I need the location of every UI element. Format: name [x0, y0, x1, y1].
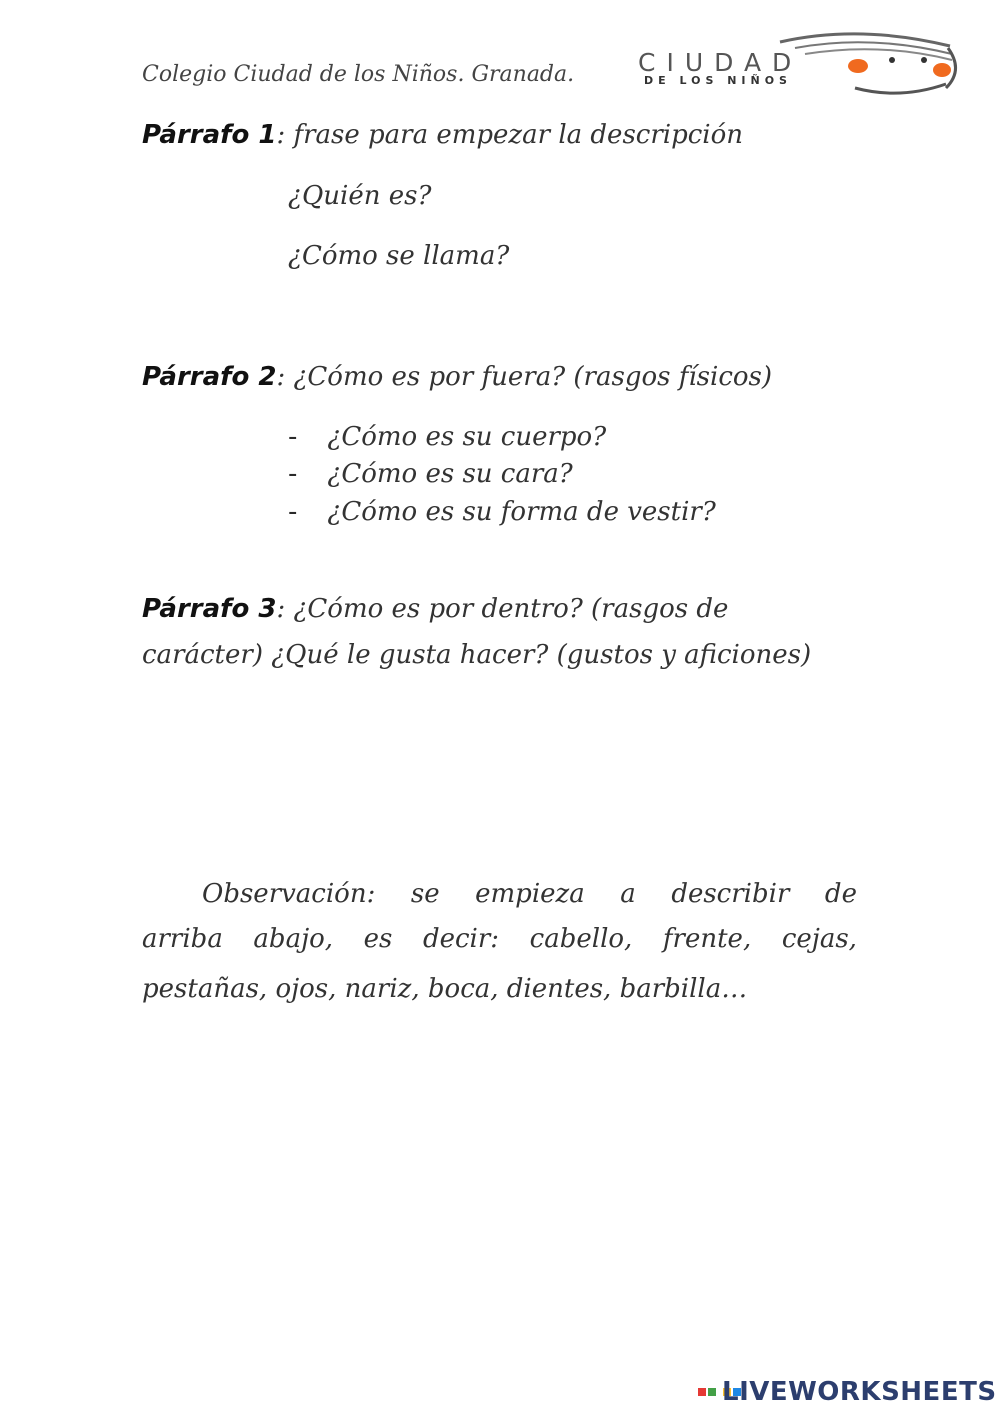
obs-word: arriba — [142, 924, 223, 954]
paragraph-1-heading — [142, 120, 743, 150]
paragraph-1-question-1: ¿Quién es? — [288, 181, 432, 211]
paragraph-1-question-2: ¿Cómo se llama? — [288, 241, 510, 271]
liveworksheets-brand — [697, 1377, 997, 1407]
obs-word: de — [824, 879, 857, 909]
paragraph-2-item-2 — [288, 459, 573, 489]
paragraph-3-text-1: : ¿Cómo es por dentro? (rasgos de — [276, 594, 729, 624]
bullet-dash: - — [288, 422, 298, 452]
obs-word: describir — [671, 879, 790, 909]
obs-word: cabello, — [529, 924, 633, 954]
obs-word: Observación: — [202, 879, 376, 909]
paragraph-2-item-1 — [288, 422, 606, 452]
observation-line-2 — [142, 924, 857, 954]
paragraph-2-heading — [142, 362, 772, 392]
school-logo — [630, 28, 960, 98]
school-header: Colegio Ciudad de los Niños. Granada. — [142, 62, 575, 87]
logo-line1: CIUDAD — [638, 48, 803, 77]
obs-word: cejas, — [781, 924, 857, 954]
liveworksheets-text: LIVEWORKSHEETS — [722, 1377, 997, 1407]
bullet-dash: - — [288, 497, 298, 527]
obs-word: abajo, — [253, 924, 334, 954]
obs-word: empieza — [475, 879, 585, 909]
item-text: ¿Cómo es su cuerpo? — [327, 422, 607, 452]
obs-word: a — [620, 879, 636, 909]
obs-word: frente, — [662, 924, 752, 954]
item-text: ¿Cómo es su forma de vestir? — [327, 497, 716, 527]
liveworksheets-icon — [697, 1387, 719, 1397]
paragraph-2-label: Párrafo 2 — [142, 362, 277, 392]
paragraph-1-text: : frase para empezar la descripción — [276, 120, 744, 150]
logo-cheek-left — [848, 59, 868, 73]
obs-word: decir: — [422, 924, 500, 954]
observation-line-3: pestañas, ojos, nariz, boca, dientes, barbilla… — [142, 974, 748, 1004]
paragraph-2-item-3 — [288, 497, 716, 527]
logo-line2: DE LOS NIÑOS — [644, 74, 792, 87]
paragraph-1-label: Párrafo 1 — [142, 120, 277, 150]
observation-line-1 — [142, 879, 857, 909]
paragraph-2-text: : ¿Cómo es por fuera? (rasgos físicos) — [276, 362, 773, 392]
obs-word: es — [363, 924, 393, 954]
paragraph-3-heading — [142, 594, 728, 624]
item-text: ¿Cómo es su cara? — [327, 459, 573, 489]
paragraph-3-text-2: carácter) ¿Qué le gusta hacer? (gustos y aficiones) — [142, 640, 812, 670]
logo-cheek-right — [933, 63, 951, 77]
obs-word: se — [410, 879, 440, 909]
paragraph-3-label: Párrafo 3 — [142, 594, 277, 624]
bullet-dash: - — [288, 459, 298, 489]
